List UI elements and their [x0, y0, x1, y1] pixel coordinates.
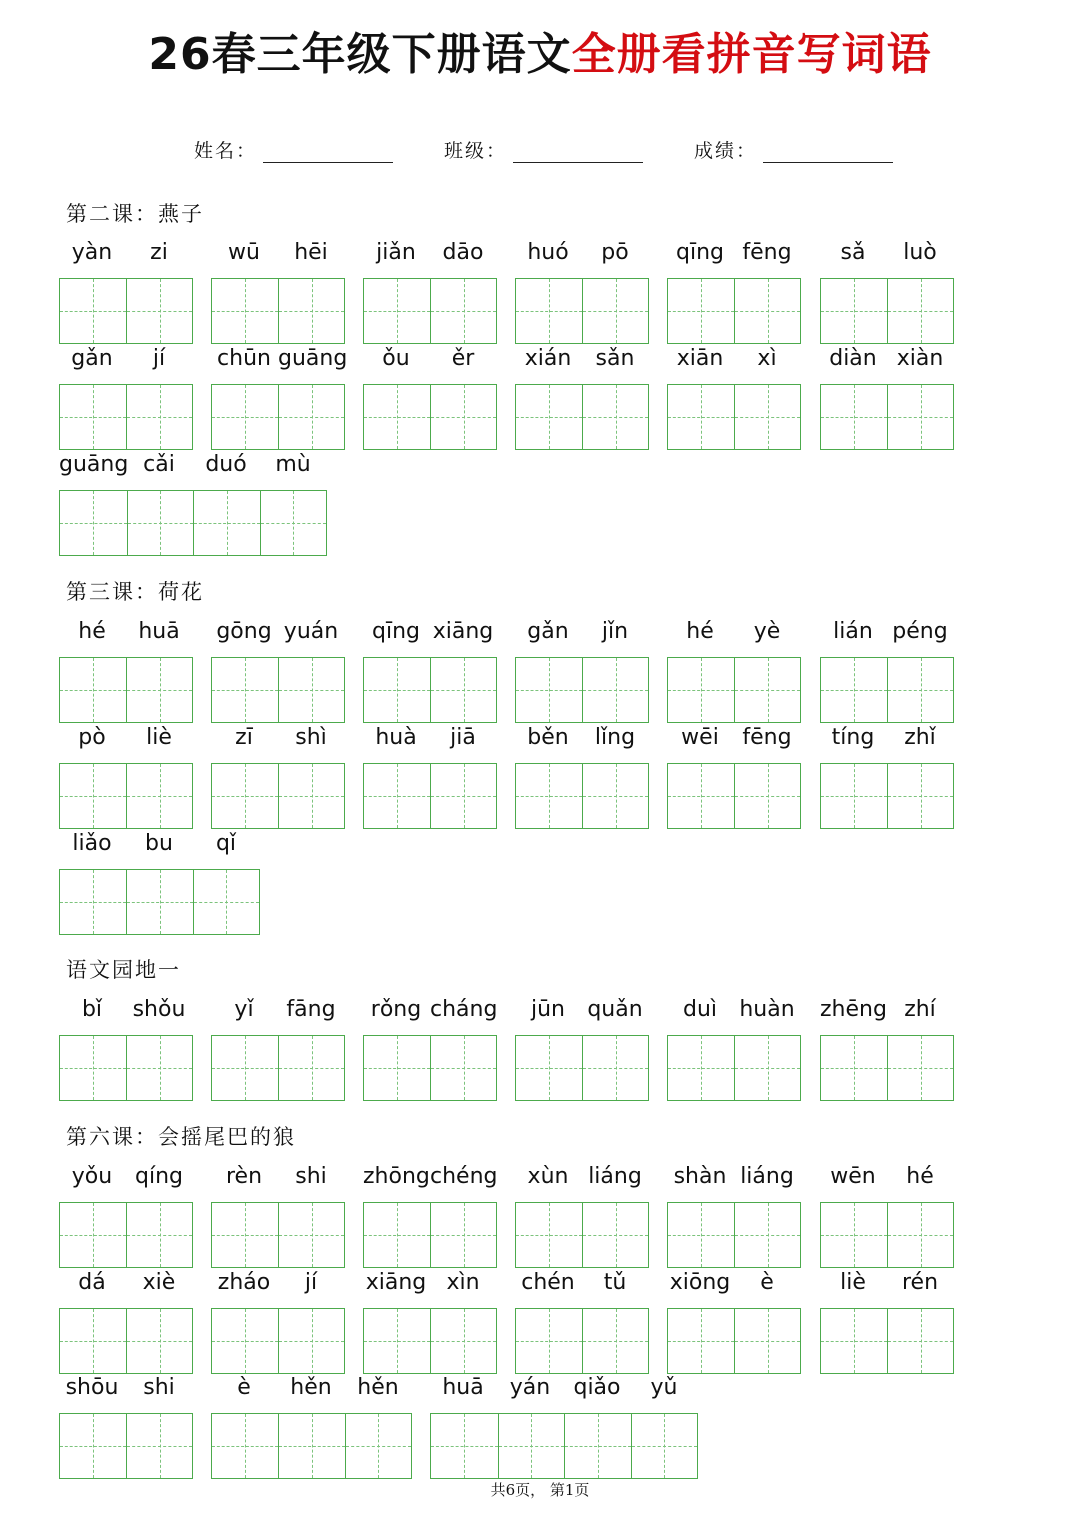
tianzige-box-row [363, 384, 497, 450]
pinyin-label: quǎn [587, 997, 643, 1022]
writing-cell[interactable] [430, 1203, 496, 1267]
writing-cell[interactable] [60, 1036, 126, 1100]
writing-cell[interactable] [887, 658, 953, 722]
pinyin-label: hé [686, 619, 714, 644]
writing-cell[interactable] [212, 1036, 278, 1100]
writing-cell[interactable] [516, 1203, 582, 1267]
tianzige-box-row [820, 384, 954, 450]
tianzige-box-row [59, 278, 193, 344]
pinyin-label: diàn [829, 346, 877, 371]
writing-cell[interactable] [582, 385, 648, 449]
pinyin-label: liǎo [72, 831, 112, 856]
pinyin-label: duì [682, 997, 718, 1022]
pinyin-label: liè [146, 725, 172, 750]
writing-cell[interactable] [212, 1203, 278, 1267]
pinyin-label: yǔ [650, 1375, 678, 1400]
name-blank[interactable] [263, 142, 393, 163]
tianzige-box-row [363, 763, 497, 829]
writing-cell[interactable] [516, 279, 582, 343]
pinyin-label: gǎn [71, 346, 113, 371]
pinyin-label: zi [150, 240, 168, 265]
writing-cell[interactable] [126, 1036, 192, 1100]
writing-cell[interactable] [60, 1309, 126, 1373]
pinyin-label: lián [833, 619, 873, 644]
tianzige-box-row [515, 1202, 649, 1268]
tianzige-box-row [515, 763, 649, 829]
pinyin-label: pō [601, 240, 629, 265]
writing-cell[interactable] [60, 764, 126, 828]
writing-cell[interactable] [668, 658, 734, 722]
writing-cell[interactable] [212, 658, 278, 722]
writing-cell[interactable] [60, 658, 126, 722]
pinyin-label: shàn [673, 1164, 727, 1189]
tianzige-box-row [667, 1308, 801, 1374]
name-label: 姓名： [194, 140, 258, 162]
pinyin-label: qīng [372, 619, 420, 644]
pinyin-label: lǐng [594, 725, 636, 750]
writing-cell[interactable] [60, 491, 127, 555]
writing-cell[interactable] [516, 764, 582, 828]
writing-cell[interactable] [821, 1309, 887, 1373]
tianzige-box-row [515, 1308, 649, 1374]
writing-cell[interactable] [734, 764, 800, 828]
writing-cell[interactable] [498, 1414, 565, 1478]
tianzige-box-row [211, 1202, 345, 1268]
writing-cell[interactable] [126, 1203, 192, 1267]
pinyin-label: è [237, 1375, 251, 1400]
pinyin-label: xiāng [365, 1270, 427, 1295]
writing-cell[interactable] [430, 385, 496, 449]
tianzige-box-row [59, 490, 327, 556]
writing-cell[interactable] [582, 1203, 648, 1267]
pinyin-label: fēng [742, 240, 792, 265]
pinyin-label: qǐ [215, 831, 237, 856]
pinyin-label: jí [152, 346, 166, 371]
pinyin-label: dāo [442, 240, 484, 265]
pinyin-label: liè [840, 1270, 866, 1295]
pinyin-label: wū [228, 240, 260, 265]
writing-cell[interactable] [887, 279, 953, 343]
pinyin-label: yǒu [71, 1164, 113, 1189]
tianzige-box-row [515, 1035, 649, 1101]
pinyin-label: tǔ [603, 1270, 627, 1295]
writing-cell[interactable] [887, 1036, 953, 1100]
tianzige-box-row [820, 1035, 954, 1101]
pinyin-label: yàn [71, 240, 113, 265]
pinyin-label: dá [78, 1270, 106, 1295]
pinyin-label: yè [753, 619, 781, 644]
lesson-title: 第六课：会摇尾巴的狼 [66, 1125, 296, 1149]
pinyin-label: tíng [831, 725, 875, 750]
pinyin-label: wēi [681, 725, 719, 750]
pinyin-label: péng [892, 619, 948, 644]
pinyin-label: jí [304, 1270, 318, 1295]
writing-cell[interactable] [582, 658, 648, 722]
tianzige-box-row [59, 1413, 193, 1479]
writing-cell[interactable] [821, 764, 887, 828]
writing-cell[interactable] [887, 1309, 953, 1373]
pinyin-label: zháo [217, 1270, 271, 1295]
tianzige-box-row [515, 384, 649, 450]
writing-cell[interactable] [278, 658, 344, 722]
writing-cell[interactable] [60, 870, 126, 934]
writing-cell[interactable] [126, 764, 192, 828]
pinyin-label: yuán [283, 619, 339, 644]
writing-cell[interactable] [516, 1036, 582, 1100]
tianzige-box-row [59, 1202, 193, 1268]
pinyin-label: chūn [217, 346, 271, 371]
tianzige-box-row [430, 1413, 698, 1479]
writing-cell[interactable] [821, 1036, 887, 1100]
writing-cell[interactable] [734, 1309, 800, 1373]
writing-cell[interactable] [516, 1309, 582, 1373]
tianzige-box-row [211, 1035, 345, 1101]
pinyin-label: rèn [225, 1164, 263, 1189]
pinyin-label: ěr [451, 346, 475, 371]
tianzige-box-row [363, 657, 497, 723]
tianzige-box-row [211, 657, 345, 723]
pinyin-label: běn [527, 725, 569, 750]
pinyin-label: xìn [446, 1270, 480, 1295]
tianzige-box-row [59, 763, 193, 829]
writing-cell[interactable] [278, 279, 344, 343]
pinyin-label: xì [757, 346, 777, 371]
pinyin-label: xiōng [669, 1270, 731, 1295]
pinyin-label: cǎi [143, 452, 175, 477]
writing-cell[interactable] [126, 870, 192, 934]
tianzige-box-row [515, 278, 649, 344]
pinyin-label: huó [527, 240, 569, 265]
tianzige-box-row [820, 278, 954, 344]
writing-cell[interactable] [126, 658, 192, 722]
tianzige-box-row [667, 1035, 801, 1101]
pinyin-label: zī [235, 725, 253, 750]
writing-cell[interactable] [516, 385, 582, 449]
tianzige-box-row [820, 763, 954, 829]
lesson-title: 语文园地一 [66, 958, 181, 982]
writing-cell[interactable] [582, 1309, 648, 1373]
writing-cell[interactable] [668, 1309, 734, 1373]
tianzige-box-row [515, 657, 649, 723]
pinyin-label: yán [509, 1375, 551, 1400]
writing-cell[interactable] [364, 658, 430, 722]
writing-cell[interactable] [278, 385, 344, 449]
writing-cell[interactable] [516, 658, 582, 722]
pinyin-label: pò [78, 725, 106, 750]
writing-cell[interactable] [821, 1203, 887, 1267]
writing-cell[interactable] [278, 1203, 344, 1267]
tianzige-box-row [820, 1308, 954, 1374]
writing-cell[interactable] [430, 279, 496, 343]
tianzige-box-row [59, 1308, 193, 1374]
tianzige-box-row [59, 869, 260, 935]
class-field [444, 136, 643, 163]
pinyin-label: fāng [286, 997, 336, 1022]
writing-cell[interactable] [821, 658, 887, 722]
writing-cell[interactable] [345, 1414, 411, 1478]
pinyin-label: duó [205, 452, 247, 477]
writing-cell[interactable] [734, 1036, 800, 1100]
pinyin-label: sǎ [840, 240, 866, 265]
pinyin-label: yǐ [234, 997, 254, 1022]
writing-cell[interactable] [278, 1309, 344, 1373]
pinyin-label: rén [901, 1270, 939, 1295]
tianzige-box-row [211, 278, 345, 344]
score-label: 成绩： [694, 140, 758, 162]
tianzige-box-row [820, 657, 954, 723]
pinyin-label: hěn [290, 1375, 332, 1400]
lesson-title: 第二课：燕子 [66, 202, 204, 226]
writing-cell[interactable] [364, 1309, 430, 1373]
pinyin-label: xùn [527, 1164, 569, 1189]
pinyin-label: fēng [742, 725, 792, 750]
pinyin-label: gōng [216, 619, 272, 644]
writing-cell[interactable] [430, 764, 496, 828]
writing-cell[interactable] [126, 1414, 192, 1478]
tianzige-box-row [667, 278, 801, 344]
pinyin-label: liáng [740, 1164, 794, 1189]
writing-cell[interactable] [212, 1309, 278, 1373]
tianzige-box-row [363, 1035, 497, 1101]
page-footer: 共6页， 第1页 [490, 1481, 590, 1499]
writing-cell[interactable] [564, 1414, 631, 1478]
pinyin-label: zhí [904, 997, 936, 1022]
name-field [194, 136, 393, 163]
tianzige-box-row [211, 1308, 345, 1374]
writing-cell[interactable] [364, 1203, 430, 1267]
pinyin-label: zhēng [820, 997, 887, 1022]
writing-cell[interactable] [126, 279, 192, 343]
pinyin-label: qíng [135, 1164, 183, 1189]
pinyin-label: cháng [430, 997, 498, 1022]
writing-cell[interactable] [821, 279, 887, 343]
tianzige-box-row [363, 278, 497, 344]
tianzige-box-row [59, 657, 193, 723]
writing-cell[interactable] [260, 491, 327, 555]
pinyin-label: luò [903, 240, 937, 265]
pinyin-label: zhǐ [904, 725, 936, 750]
pinyin-label: chén [521, 1270, 575, 1295]
pinyin-label: huā [442, 1375, 484, 1400]
pinyin-label: xiān [676, 346, 724, 371]
lesson-title: 第三课：荷花 [66, 580, 204, 604]
writing-cell[interactable] [212, 279, 278, 343]
tianzige-box-row [667, 384, 801, 450]
pinyin-label: jǐn [601, 619, 629, 644]
tianzige-box-row [820, 1202, 954, 1268]
pinyin-label: è [760, 1270, 774, 1295]
writing-cell[interactable] [212, 1414, 278, 1478]
writing-cell[interactable] [631, 1414, 698, 1478]
pinyin-label: bu [145, 831, 173, 856]
pinyin-label: zhōng [363, 1164, 430, 1189]
writing-cell[interactable] [60, 385, 126, 449]
pinyin-label: rǒng [370, 997, 422, 1022]
pinyin-label: hěn [357, 1375, 399, 1400]
pinyin-label: bǐ [81, 997, 103, 1022]
pinyin-label: hé [78, 619, 106, 644]
writing-cell[interactable] [582, 764, 648, 828]
tianzige-box-row [667, 657, 801, 723]
pinyin-label: shǒu [132, 997, 186, 1022]
writing-cell[interactable] [431, 1414, 498, 1478]
pinyin-label: chéng [430, 1164, 498, 1189]
pinyin-label: wēn [830, 1164, 876, 1189]
writing-cell[interactable] [193, 491, 260, 555]
pinyin-label: huà [375, 725, 417, 750]
pinyin-label: huàn [739, 997, 795, 1022]
writing-cell[interactable] [60, 1414, 126, 1478]
pinyin-label: sǎn [595, 346, 635, 371]
writing-cell[interactable] [734, 658, 800, 722]
writing-cell[interactable] [430, 1309, 496, 1373]
writing-cell[interactable] [887, 385, 953, 449]
pinyin-label: shi [143, 1375, 175, 1400]
class-blank[interactable] [513, 142, 643, 163]
writing-cell[interactable] [887, 764, 953, 828]
writing-cell[interactable] [668, 764, 734, 828]
pinyin-label: jūn [531, 997, 565, 1022]
tianzige-box-row [667, 1202, 801, 1268]
score-field [694, 136, 893, 163]
pinyin-label: xián [524, 346, 572, 371]
pinyin-label: hēi [294, 240, 328, 265]
writing-cell[interactable] [668, 279, 734, 343]
writing-cell[interactable] [430, 658, 496, 722]
writing-cell[interactable] [60, 1203, 126, 1267]
pinyin-label: gǎn [527, 619, 569, 644]
pinyin-label: guāng [59, 452, 129, 477]
writing-cell[interactable] [60, 279, 126, 343]
writing-cell[interactable] [668, 1203, 734, 1267]
pinyin-label: jiā [450, 725, 476, 750]
writing-cell[interactable] [126, 1309, 192, 1373]
writing-cell[interactable] [212, 385, 278, 449]
pinyin-label: ǒu [382, 346, 410, 371]
writing-cell[interactable] [126, 385, 192, 449]
writing-cell[interactable] [668, 385, 734, 449]
pinyin-label: guāng [278, 346, 348, 371]
writing-cell[interactable] [193, 870, 259, 934]
pinyin-label: huā [138, 619, 180, 644]
writing-cell[interactable] [278, 764, 344, 828]
writing-cell[interactable] [734, 1203, 800, 1267]
writing-cell[interactable] [668, 1036, 734, 1100]
writing-cell[interactable] [887, 1203, 953, 1267]
tianzige-box-row [211, 1413, 412, 1479]
pinyin-label: qīng [676, 240, 724, 265]
tianzige-box-row [211, 384, 345, 450]
page-title [0, 18, 1080, 82]
writing-cell[interactable] [364, 764, 430, 828]
pinyin-label: xiāng [432, 619, 494, 644]
pinyin-label: hé [906, 1164, 934, 1189]
writing-cell[interactable] [127, 491, 194, 555]
writing-cell[interactable] [364, 279, 430, 343]
pinyin-label: xiè [142, 1270, 176, 1295]
writing-cell[interactable] [821, 385, 887, 449]
writing-cell[interactable] [278, 1036, 344, 1100]
pinyin-label: jiǎn [376, 240, 416, 265]
tianzige-box-row [59, 384, 193, 450]
writing-cell[interactable] [734, 279, 800, 343]
writing-cell[interactable] [582, 279, 648, 343]
class-label: 班级： [444, 140, 508, 162]
tianzige-box-row [363, 1202, 497, 1268]
tianzige-box-row [59, 1035, 193, 1101]
tianzige-box-row [667, 763, 801, 829]
score-blank[interactable] [763, 142, 893, 163]
writing-cell[interactable] [212, 764, 278, 828]
tianzige-box-row [363, 1308, 497, 1374]
tianzige-box-row [211, 763, 345, 829]
writing-cell[interactable] [364, 385, 430, 449]
writing-cell[interactable] [364, 1036, 430, 1100]
title-black: 26春三年级下册语文 [148, 29, 572, 80]
title-red: 全册看拼音写词语 [571, 29, 932, 80]
pinyin-label: shi [295, 1164, 327, 1189]
pinyin-label: mù [275, 452, 311, 477]
pinyin-label: liáng [588, 1164, 642, 1189]
pinyin-label: xiàn [896, 346, 944, 371]
pinyin-label: qiǎo [573, 1375, 621, 1400]
pinyin-label: shōu [65, 1375, 119, 1400]
writing-cell[interactable] [582, 1036, 648, 1100]
writing-cell[interactable] [734, 385, 800, 449]
writing-cell[interactable] [278, 1414, 344, 1478]
writing-cell[interactable] [430, 1036, 496, 1100]
pinyin-label: shì [295, 725, 327, 750]
